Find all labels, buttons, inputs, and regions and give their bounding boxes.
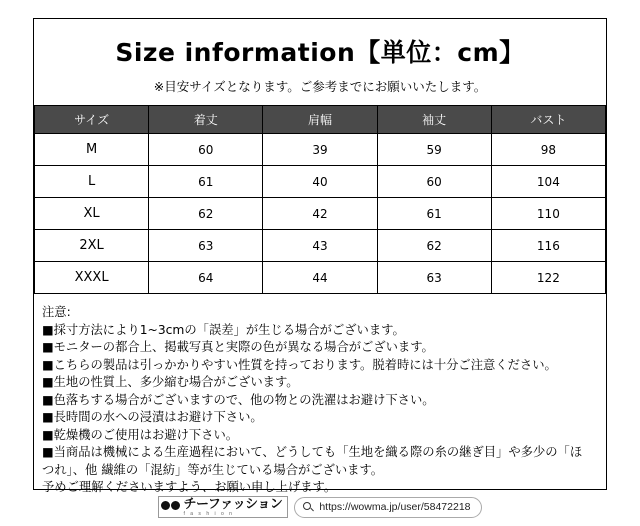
brand-logo [158,496,288,518]
cell-shoulder: 43 [263,230,377,262]
cell-size: M [35,134,149,166]
page-subtitle: ※目安サイズとなります。ご参考までにお願いいたします。 [153,79,487,94]
cell-length: 64 [149,262,263,294]
note-line: ■こちらの製品は引っかかりやすい性質を持っております。脱着時には十分ご注意ください。 [42,357,557,372]
shop-url-text: https://wowma.jp/user/58472218 [319,501,471,513]
note-line: ■採寸方法により1~3cmの「誤差」が生じる場合がございます。 [42,322,405,337]
cell-sleeve: 61 [377,198,491,230]
column-header-sleeve: 袖丈 [377,106,491,134]
cell-sleeve: 63 [377,262,491,294]
table-row [35,262,606,294]
cell-sleeve: 60 [377,166,491,198]
table-row [35,230,606,262]
column-header-size: サイズ [35,106,149,134]
column-header-length: 着丈 [149,106,263,134]
cell-sleeve: 62 [377,230,491,262]
note-line: ■生地の性質上、多少縮む場合がございます。 [42,375,299,389]
search-icon [303,502,314,513]
cell-bust: 122 [491,262,605,294]
note-line: ■乾燥機のご使用はお避け下さい。 [42,427,239,442]
note-line: 予めご理解くださいますよう、お願い申し上げます。 [42,480,337,494]
note-line: ■モニターの都合上、掲載写真と実際の色が異なる場合がございます。 [42,340,434,354]
notes-section [34,294,606,503]
cell-size: L [35,166,149,198]
shop-url-pill[interactable] [294,497,481,518]
note-line: ■色落ちする場合がございますので、他の物との洗濯はお避け下さい。 [42,392,435,407]
cell-shoulder: 44 [263,262,377,294]
cell-bust: 110 [491,198,605,230]
cell-shoulder: 42 [263,198,377,230]
cell-size: XXXL [35,262,149,294]
cell-shoulder: 40 [263,166,377,198]
brand-name: チーファッション [183,496,283,512]
cell-size: XL [35,198,149,230]
size-table [34,105,606,294]
size-information-card [33,18,607,494]
cell-length: 60 [149,134,263,166]
table-header-row [35,106,606,134]
cell-shoulder: 39 [263,134,377,166]
note-line: ■長時間の水への浸漬はお避け下さい。 [42,410,263,424]
brand-subtitle: f a s h i o n [183,510,234,517]
notes-heading: 注意: [42,305,71,319]
cell-sleeve: 59 [377,134,491,166]
table-row [35,198,606,230]
cell-size: 2XL [35,230,149,262]
eyes-icon [161,501,181,513]
footer-bar [0,496,640,518]
brand-text-column [183,498,282,517]
cell-length: 61 [149,166,263,198]
cell-bust: 104 [491,166,605,198]
page-title: Size information【単位：cm】 [115,38,525,67]
note-line: ■当商品は機械による生産過程において、どうしても「生地を織る際の糸の継ぎ目」や多少の「ほ [42,445,583,459]
cell-bust: 98 [491,134,605,166]
cell-length: 63 [149,230,263,262]
column-header-bust: バスト [491,106,605,134]
cell-length: 62 [149,198,263,230]
column-header-shoulder: 肩幅 [263,106,377,134]
table-row [35,134,606,166]
note-line: つれ」、他 繊維の「混紡」等が生じている場合がございます。 [42,462,384,477]
table-row [35,166,606,198]
cell-bust: 116 [491,230,605,262]
